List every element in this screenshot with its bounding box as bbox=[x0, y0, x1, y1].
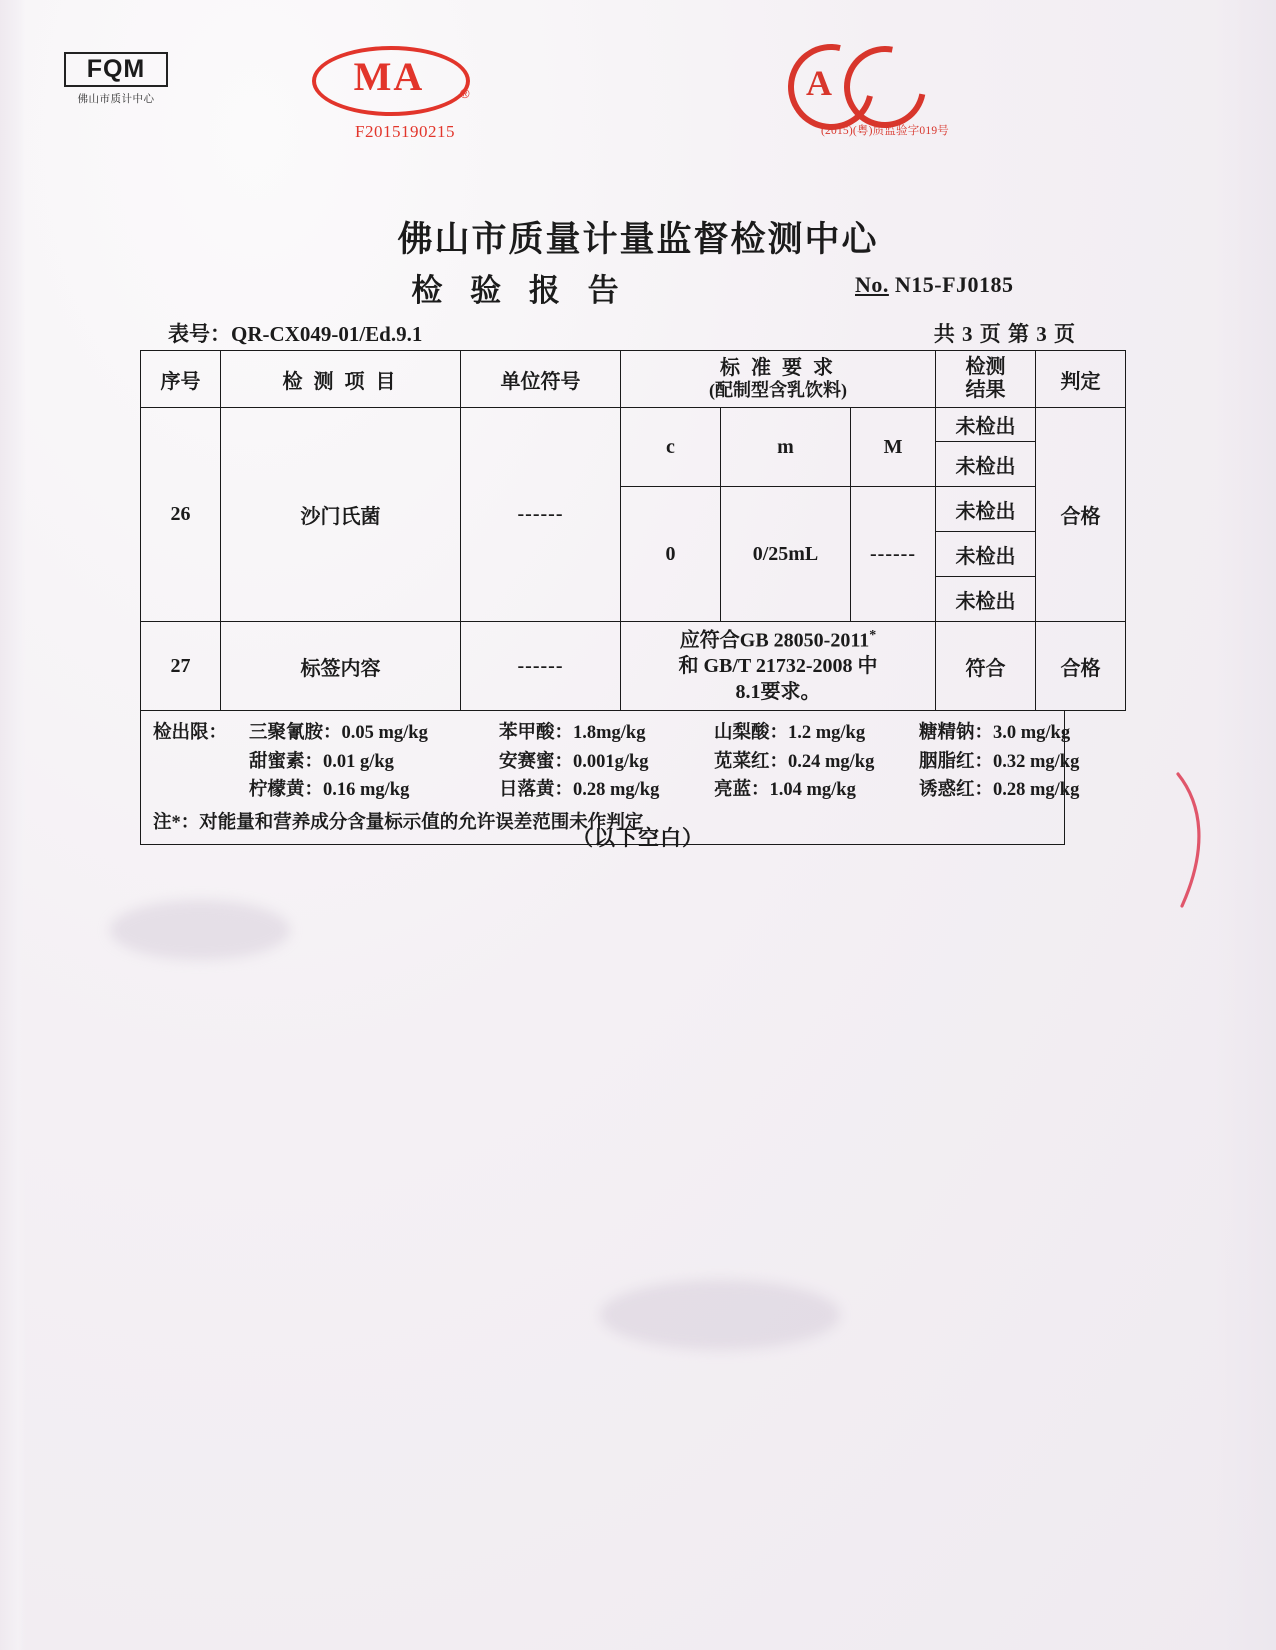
detection-limits-row bbox=[153, 748, 1080, 777]
header-seq: 序号 bbox=[141, 351, 221, 408]
detection-limits-row bbox=[153, 719, 1071, 748]
report-number-value: N15-FJ0185 bbox=[894, 272, 1014, 297]
standard-footnote-star: * bbox=[869, 627, 877, 643]
cell-std-M-value: ------ bbox=[851, 487, 936, 622]
cell-result: 未检出 bbox=[936, 532, 1036, 577]
limit-cell: 山梨酸：1.2 mg/kg bbox=[714, 723, 866, 743]
header-standard-subtitle: (配制型含乳饮料) bbox=[709, 380, 847, 401]
detection-limits-label: 检出限： bbox=[153, 723, 228, 743]
cell-item: 沙门氏菌 bbox=[221, 408, 461, 622]
accreditation-marks bbox=[0, 44, 1276, 164]
document-title: 检 验 报 告 bbox=[411, 273, 629, 308]
cell-result: 未检出 bbox=[936, 577, 1036, 622]
cell-std-c-value: 0 bbox=[621, 487, 721, 622]
cell-standard-requirement bbox=[621, 622, 936, 711]
header-standard-title: 标 准 要 求 bbox=[720, 357, 836, 380]
cell-std-M-label: M bbox=[851, 408, 936, 487]
page-indicator: 共 3 页 第 3 页 bbox=[933, 322, 1076, 346]
limit-cell: 三聚氰胺：0.05 mg/kg bbox=[249, 723, 428, 743]
form-number: 表号：QR-CX049-01/Ed.9.1 bbox=[168, 322, 423, 346]
cell-std-m-value: 0/25mL bbox=[721, 487, 851, 622]
cell-result: 未检出 bbox=[936, 442, 1036, 487]
cnas-mark bbox=[770, 42, 1000, 120]
cell-item: 标签内容 bbox=[221, 622, 461, 711]
cnas-letter-a: A bbox=[806, 63, 832, 103]
limit-spacer bbox=[153, 776, 249, 805]
standard-line-1: 应符合GB 28050-2011 bbox=[679, 629, 870, 652]
footnote-text: 注*：对能量和营养成分含量标示值的允许误差范围未作判定 bbox=[153, 813, 644, 834]
cma-mark bbox=[300, 44, 510, 116]
limit-cell: 苯甲酸：1.8mg/kg bbox=[499, 723, 646, 743]
limit-cell: 日落黄：0.28 mg/kg bbox=[499, 780, 660, 801]
cell-result: 符合 bbox=[936, 622, 1036, 711]
limit-cell: 苋菜红：0.24 mg/kg bbox=[714, 751, 875, 772]
cnas-certificate-number: (2015)(粤)质监验字019号 bbox=[821, 125, 949, 137]
organization-title: 佛山市质量计量监督检测中心 bbox=[397, 220, 879, 259]
results-table-wrapper bbox=[140, 350, 1101, 845]
cell-result: 未检出 bbox=[936, 487, 1036, 532]
header-item: 检 测 项 目 bbox=[221, 351, 461, 408]
cell-std-m-label: m bbox=[721, 408, 851, 487]
header-result-line1: 检测 bbox=[965, 356, 1006, 378]
standard-line-3: 8.1要求。 bbox=[735, 681, 821, 704]
header-verdict: 判定 bbox=[1036, 351, 1126, 408]
report-number bbox=[855, 272, 1014, 298]
header-unit: 单位符号 bbox=[461, 351, 621, 408]
cell-seq: 26 bbox=[141, 408, 221, 622]
limit-cell: 安赛蜜：0.001g/kg bbox=[499, 751, 649, 772]
standard-line-2: 和 GB/T 21732-2008 中 bbox=[678, 655, 878, 678]
limit-cell: 亮蓝：1.04 mg/kg bbox=[714, 780, 856, 801]
limit-cell: 诱惑红：0.28 mg/kg bbox=[919, 780, 1080, 801]
cell-unit: ------ bbox=[461, 622, 621, 711]
header-result-line2: 结果 bbox=[965, 379, 1006, 401]
cell-verdict: 合格 bbox=[1036, 622, 1126, 711]
cell-seq: 27 bbox=[141, 622, 221, 711]
table-header bbox=[141, 351, 1126, 408]
limit-spacer bbox=[153, 748, 249, 777]
table-header-row bbox=[141, 351, 1126, 408]
registered-icon: ® bbox=[460, 86, 470, 101]
blank-below-note: （以下空白） bbox=[572, 826, 704, 850]
limit-cell: 胭脂红：0.32 mg/kg bbox=[919, 751, 1080, 772]
table-row bbox=[141, 622, 1126, 711]
table-body bbox=[141, 408, 1126, 711]
cma-logo bbox=[300, 44, 510, 142]
cell-result: 未检出 bbox=[936, 408, 1036, 442]
header-standard bbox=[621, 351, 936, 408]
detection-limits-row bbox=[153, 776, 1080, 805]
limit-cell: 甜蜜素：0.01 g/kg bbox=[249, 751, 394, 772]
cnas-logo bbox=[770, 42, 1000, 138]
fqm-logo-caption: 佛山市质计中心 bbox=[77, 94, 155, 106]
table-row bbox=[141, 408, 1126, 442]
cell-std-c-label: c bbox=[621, 408, 721, 487]
fqm-logo bbox=[64, 52, 168, 106]
limit-cell: 柠檬黄：0.16 mg/kg bbox=[249, 780, 410, 801]
report-number-label: No. bbox=[855, 272, 889, 297]
limit-cell: 糖精钠：3.0 mg/kg bbox=[919, 723, 1071, 743]
cma-certificate-number: F2015190215 bbox=[355, 122, 455, 141]
fqm-logo-text: FQM bbox=[64, 52, 168, 87]
cell-unit: ------ bbox=[461, 408, 621, 622]
results-table bbox=[140, 350, 1126, 711]
red-pen-mark bbox=[1172, 770, 1218, 910]
cma-logo-text: MA bbox=[353, 54, 425, 99]
header-result bbox=[936, 351, 1036, 408]
cell-verdict: 合格 bbox=[1036, 408, 1126, 622]
